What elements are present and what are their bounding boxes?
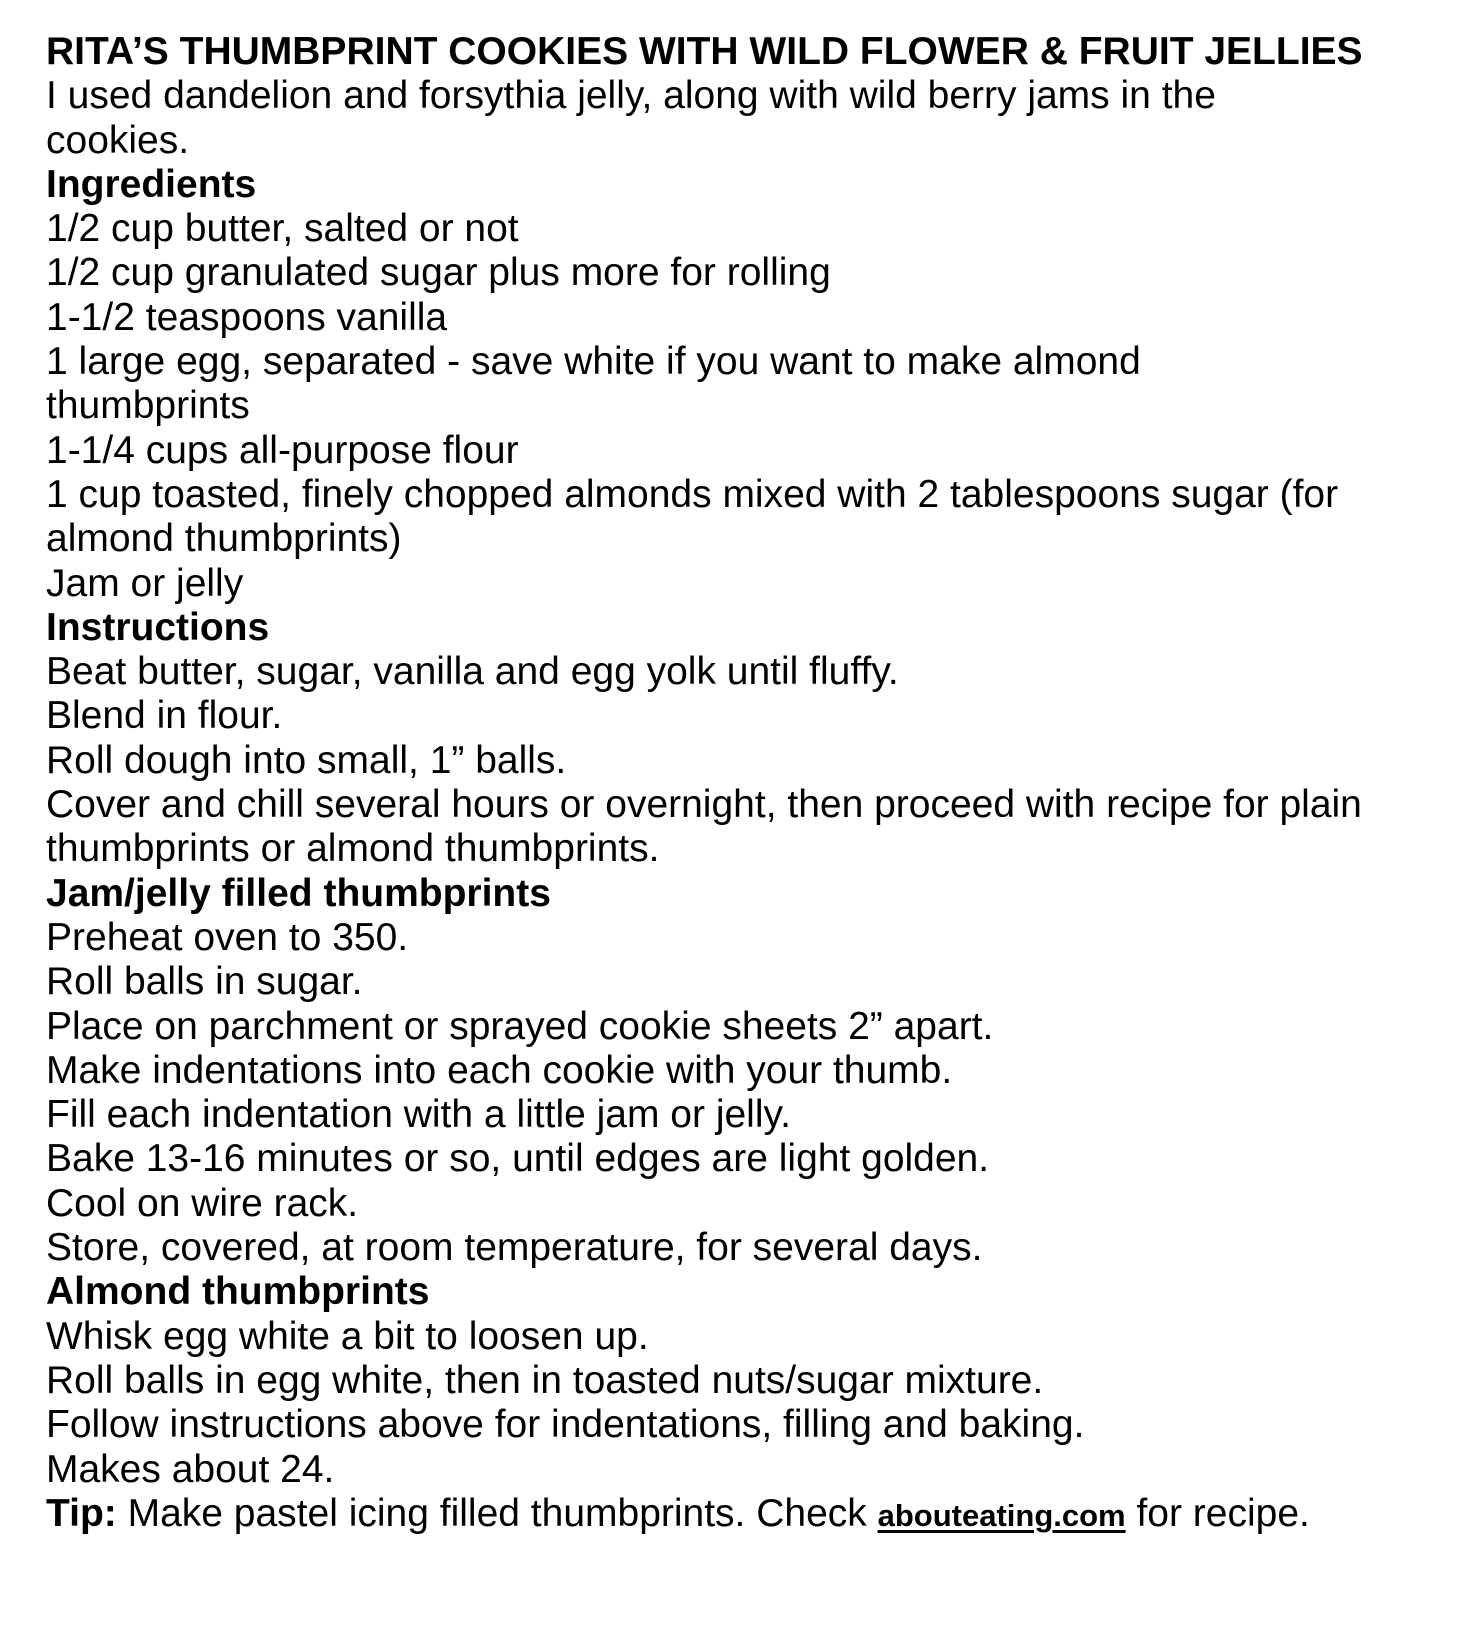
recipe-document (46, 30, 1446, 1538)
instruction-step: Cover and chill several hours or overnight, then proceed with recipe for plain thumbprints or almond thumbprints. (46, 783, 1362, 871)
abouteating-link[interactable]: abouteating.com (877, 1497, 1126, 1533)
ingredient-item: Jam or jelly (46, 561, 244, 605)
ingredient-item: 1/2 cup butter, salted or not (46, 207, 519, 251)
jam-thumbprints-step: Bake 13-16 minutes or so, until edges are light golden. (46, 1137, 990, 1181)
ingredient-item: 1 cup toasted, finely chopped almonds mixed with 2 tablespoons sugar (for almond thumbprints) (46, 472, 1339, 561)
ingredient-item: 1 large egg, separated - save white if you want to make almond thumbprints (46, 340, 1141, 428)
ingredient-item: 1-1/2 teaspoons vanilla (46, 295, 448, 339)
tip-text-after: for recipe. (1125, 1491, 1310, 1535)
recipe-intro: I used dandelion and forsythia jelly, along with wild berry jams in the cookies. (46, 74, 1216, 162)
jam-thumbprints-step: Fill each indentation with a little jam or jelly. (46, 1093, 791, 1137)
instructions-heading: Instructions (46, 605, 270, 649)
jam-thumbprints-step: Preheat oven to 350. (46, 915, 409, 959)
almond-thumbprints-step: Roll balls in egg white, then in toasted nuts/sugar mixture. (46, 1358, 1044, 1402)
almond-thumbprints-heading: Almond thumbprints (46, 1270, 430, 1314)
almond-thumbprints-step: Follow instructions above for indentations, filling and baking. (46, 1403, 1085, 1447)
tip-line (46, 1492, 1446, 1538)
almond-thumbprints-step: Whisk egg white a bit to loosen up. (46, 1314, 649, 1358)
tip-label: Tip: (46, 1491, 117, 1535)
instruction-step: Blend in flour. (46, 694, 283, 738)
almond-thumbprints-step: Makes about 24. (46, 1447, 335, 1491)
ingredient-item: 1-1/4 cups all-purpose flour (46, 428, 519, 472)
jam-thumbprints-step: Place on parchment or sprayed cookie sheets 2” apart. (46, 1004, 994, 1048)
jam-thumbprints-step: Make indentations into each cookie with your thumb. (46, 1048, 953, 1092)
jam-thumbprints-step: Cool on wire rack. (46, 1181, 359, 1225)
jam-thumbprints-step: Roll balls in sugar. (46, 960, 363, 1004)
ingredients-heading: Ingredients (46, 162, 257, 206)
instruction-step: Roll dough into small, 1” balls. (46, 738, 567, 782)
instruction-step: Beat butter, sugar, vanilla and egg yolk until fluffy. (46, 650, 899, 694)
jam-thumbprints-heading: Jam/jelly filled thumbprints (46, 871, 551, 915)
jam-thumbprints-step: Store, covered, at room temperature, for several days. (46, 1226, 983, 1270)
tip-text-before: Make pastel icing filled thumbprints. Check (116, 1491, 878, 1535)
recipe-title: RITA’S THUMBPRINT COOKIES WITH WILD FLOWER & FRUIT JELLIES (46, 30, 1363, 73)
ingredient-item: 1/2 cup granulated sugar plus more for rolling (46, 251, 831, 295)
